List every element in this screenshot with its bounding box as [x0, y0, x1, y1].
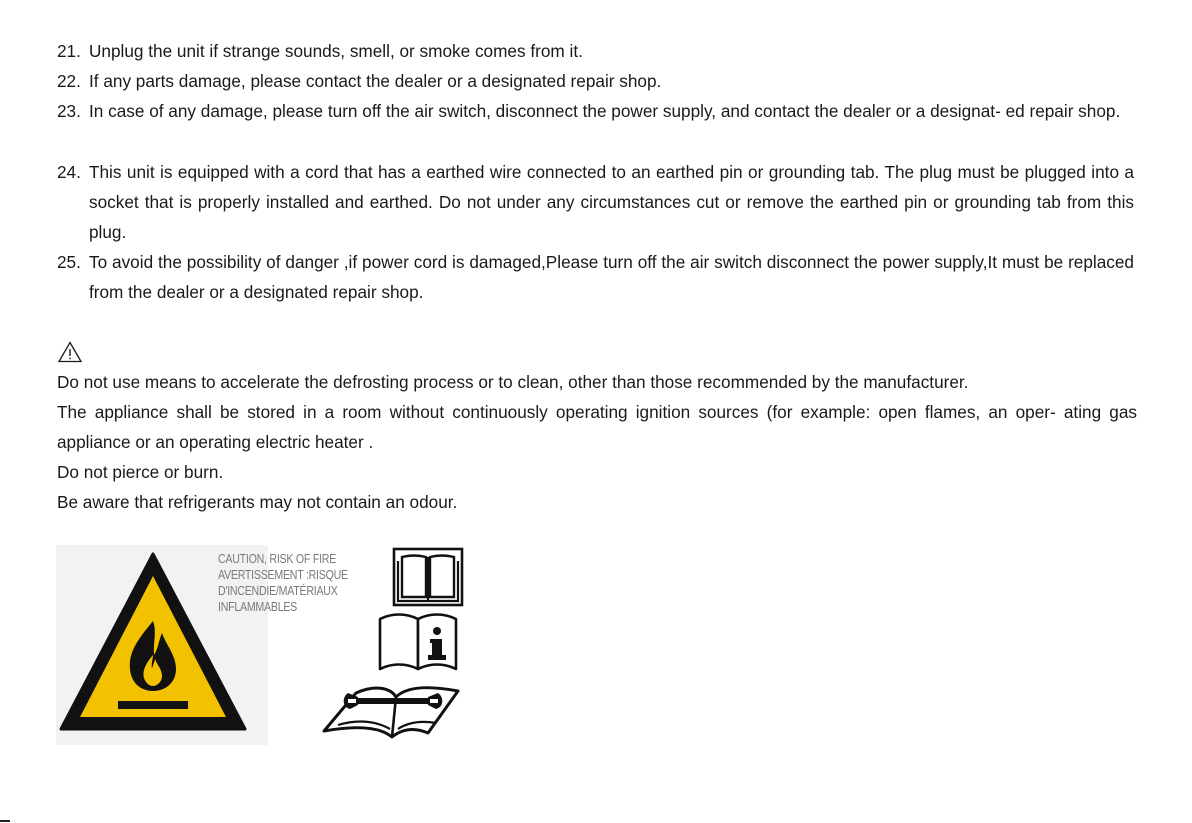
safety-symbols-figure [56, 545, 470, 745]
warning-paragraph-1: Do not use means to accelerate the defrosting process or to clean, other than those recommended by the manufacturer. [57, 372, 969, 392]
instruction-number: 23. [57, 101, 81, 121]
instruction-23 [57, 96, 1134, 126]
warning-paragraph-2: The appliance shall be stored in a room without continuously operating ignition sources (for example: open flames, an oper- ating gas appliance or an operating electric heater . [57, 402, 1137, 452]
instruction-number: 24. [57, 162, 81, 182]
warning-triangle-icon [58, 341, 82, 363]
caution-line-3: D'INCENDIE/MATÉRIAUX [218, 584, 338, 598]
instruction-22 [57, 66, 1134, 96]
warning-paragraph-3: Do not pierce or burn. [57, 462, 224, 482]
instruction-24 [57, 157, 1134, 247]
page-corner-mark [0, 820, 10, 822]
instruction-text: Unplug the unit if strange sounds, smell, or smoke comes from it. [89, 41, 583, 61]
instruction-21 [57, 36, 1134, 66]
instruction-text: To avoid the possibility of danger ,if power cord is damaged,Please turn off the air switch disconnect the power supply,It must be replaced from the dealer or a designated repair shop. [89, 252, 1134, 302]
instruction-number: 22. [57, 71, 81, 91]
caution-line-4: INFLAMMABLES [218, 600, 298, 614]
instruction-number: 21. [57, 41, 81, 61]
instruction-text: This unit is equipped with a cord that has a earthed wire connected to an earthed pin or grounding tab. The plug must be plugged into a socket that is properly installed and earthed. Do not under any circumstances cut or remove the earthed pin or grounding tab from this plug. [89, 162, 1134, 242]
instruction-number: 25. [57, 252, 81, 272]
service-manual-icon [318, 673, 464, 741]
caution-line-2: AVERTISSEMENT :RISQUE [218, 568, 348, 582]
warning-paragraph-4: Be aware that refrigerants may not contain an odour. [57, 492, 458, 512]
operator-manual-icon [392, 547, 464, 607]
caution-label [218, 551, 348, 615]
instruction-text: If any parts damage, please contact the dealer or a designated repair shop. [89, 71, 662, 91]
caution-line-1: CAUTION, RISK OF FIRE [218, 552, 337, 566]
instruction-25 [57, 247, 1134, 307]
instructions-info-icon [376, 611, 460, 673]
instruction-text: In case of any damage, please turn off the air switch, disconnect the power supply, and contact the dealer or a designat- ed repair shop. [89, 101, 1121, 121]
